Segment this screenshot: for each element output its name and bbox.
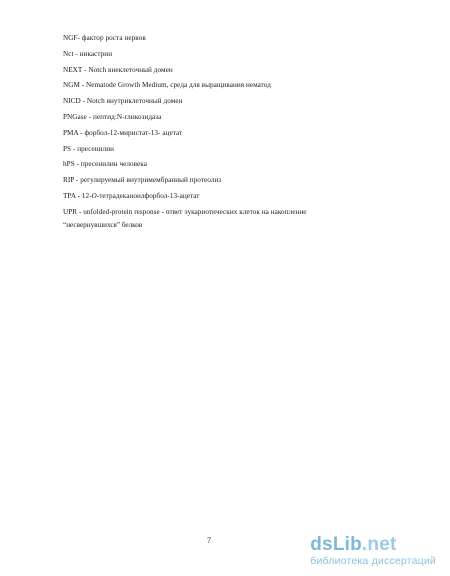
abbrev-pma: PMA - форбол-12-миристат-13- ацетат xyxy=(63,128,183,137)
abbrev-ngm: NGM - Nematode Growth Medium, среда для выращивания нематод xyxy=(63,81,271,90)
abbrev-next: NEXT - Notch внеклеточный домен xyxy=(63,65,173,74)
abbrev-upr: UPR - unfolded-protein response - ответ эукариотических клеток на накопление xyxy=(63,207,307,216)
watermark-subtitle: библиотека диссертаций xyxy=(310,555,436,567)
abbrev-tpa xyxy=(63,192,393,201)
abbrev-tpa-prefix: TPA - 12- xyxy=(63,191,92,200)
abbrev-nct: Nct - никастрин xyxy=(63,49,113,58)
abbrev-hps: hPS - пресенилин человека xyxy=(63,160,147,169)
abbrev-ps: PS - пресенилин xyxy=(63,144,114,153)
abbrev-rip: RIP - регулируемый внутримембранный протеолиз xyxy=(63,176,222,185)
abbrev-ngf: NGF- фактор роста нервов xyxy=(63,34,146,42)
watermark-logo xyxy=(310,535,436,555)
watermark xyxy=(310,535,436,568)
abbreviation-list xyxy=(63,34,393,230)
abbrev-nicd: NICD - Notch внутриклеточный домен xyxy=(63,97,183,106)
abbrev-pngase: PNGase - пептид:N-гликозидаза xyxy=(63,112,162,121)
abbrev-upr-continuation: “несвернувшихся” белков xyxy=(63,220,143,229)
abbrev-tpa-suffix: -тетрадеканоилфорбол-13-ацетат xyxy=(96,191,200,200)
watermark-logo-suffix: .net xyxy=(361,534,397,555)
page-number: 7 xyxy=(207,536,211,545)
abbrev-tpa-italic: O xyxy=(91,191,97,200)
watermark-logo-main: dsLib xyxy=(310,534,362,555)
